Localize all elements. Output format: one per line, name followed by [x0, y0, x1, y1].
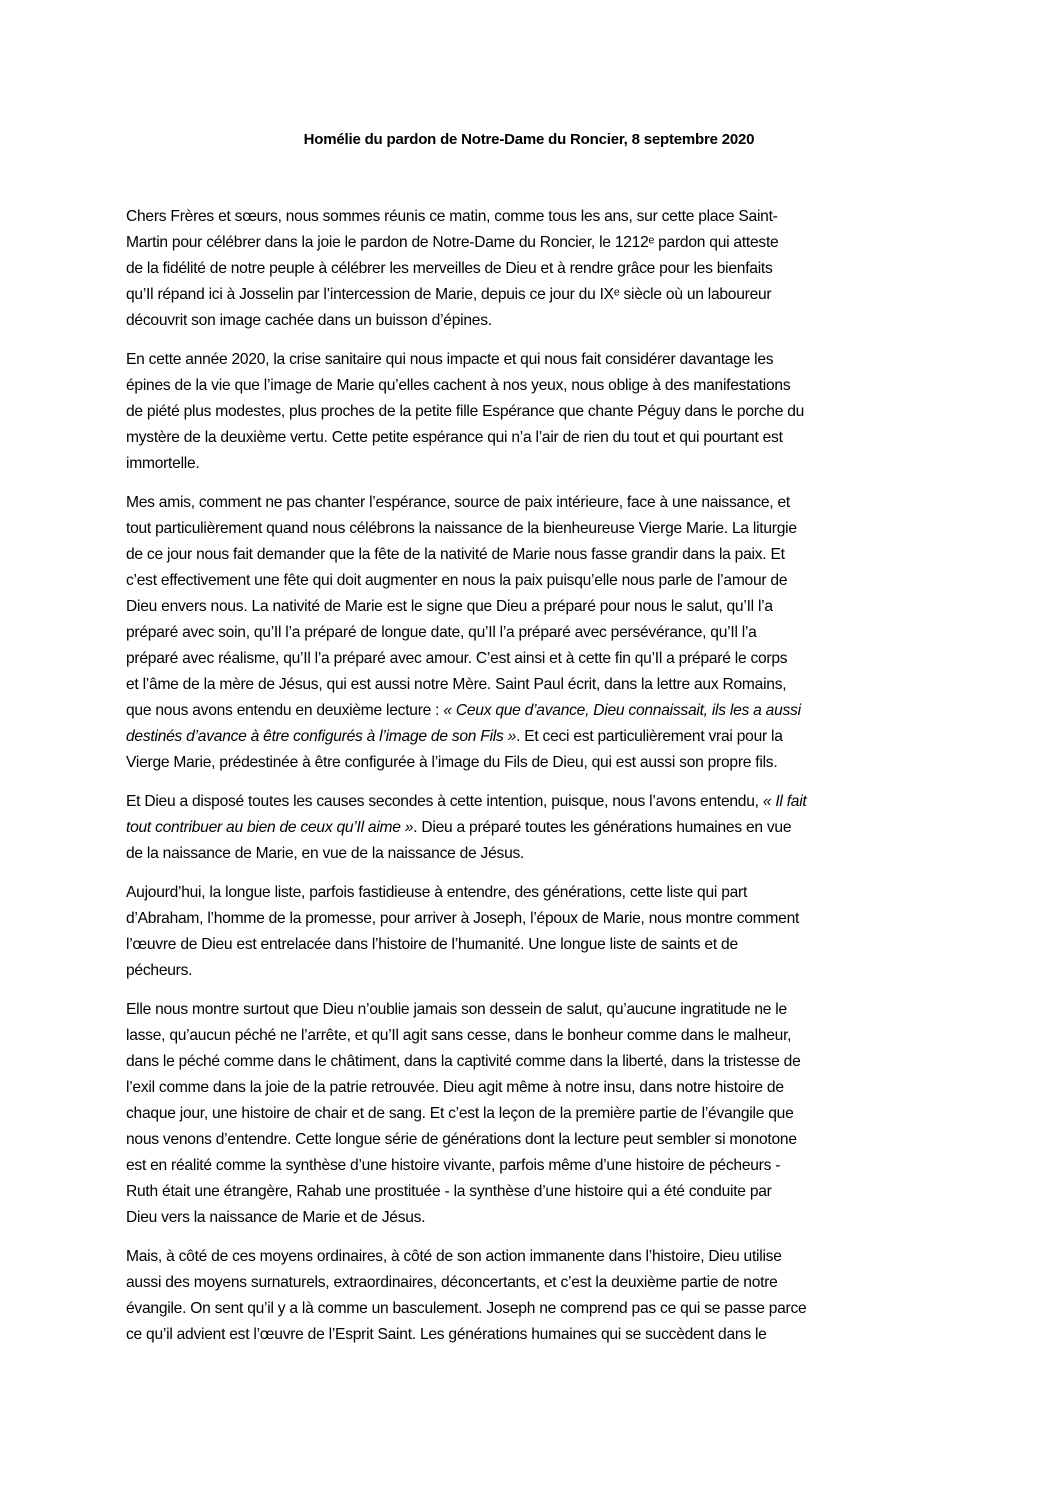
- text-plain: que nous avons entendu en deuxième lecture :: [126, 702, 444, 719]
- text-line: chaque jour, une histoire de chair et de sang. Et c’est la leçon de la première partie de l’évangile que: [126, 1105, 794, 1122]
- paragraph-5: [126, 880, 946, 984]
- text-line: de ce jour nous fait demander que la fête de la nativité de Marie nous fasse grandir dans la paix. Et: [126, 546, 785, 563]
- text-line: préparé avec soin, qu’Il l’a préparé de longue date, qu’Il l’a préparé avec persévérance, qu’Il l’a: [126, 624, 757, 641]
- text-line: est en réalité comme la synthèse d’une histoire vivante, parfois même d’une histoire de pécheurs -: [126, 1157, 781, 1174]
- quote-romans: « Ceux que d’avance, Dieu connaissait, ils les a aussi: [443, 702, 801, 719]
- text-line: [126, 815, 946, 841]
- text-line: Mes amis, comment ne pas chanter l’espérance, source de paix intérieure, face à une naissance, et: [126, 494, 790, 511]
- quote-contribute: « Il fait: [762, 793, 807, 810]
- text-line: Mais, à côté de ces moyens ordinaires, à côté de son action immanente dans l’histoire, Dieu utilise: [126, 1248, 782, 1265]
- paragraph-4: [126, 789, 946, 867]
- text-line: [126, 698, 946, 724]
- text-line: aussi des moyens surnaturels, extraordinaires, déconcertants, et c’est la deuxième partie de notre: [126, 1274, 778, 1291]
- document-title: Homélie du pardon de Notre-Dame du Roncier, 8 septembre 2020: [303, 131, 755, 148]
- text-line: En cette année 2020, la crise sanitaire qui nous impacte et qui nous fait considérer davantage les: [126, 351, 774, 368]
- text-line: Aujourd’hui, la longue liste, parfois fastidieuse à entendre, des générations, cette liste qui part: [126, 884, 748, 901]
- text-line: dans le péché comme dans le châtiment, dans la captivité comme dans la liberté, dans la tristesse de: [126, 1053, 801, 1070]
- quote-contribute-cont: tout contribuer au bien de ceux qu’Il aime »: [126, 819, 414, 836]
- text-line: Dieu envers nous. La nativité de Marie est le signe que Dieu a préparé pour nous le salut, qu’Il l’a: [126, 598, 773, 615]
- text-line: Ruth était une étrangère, Rahab une prostituée - la synthèse d’une histoire qui a été conduite par: [126, 1183, 772, 1200]
- text-plain: Et Dieu a disposé toutes les causes secondes à cette intention, puisque, nous l’avons entendu,: [126, 793, 763, 810]
- text-line: évangile. On sent qu’il y a là comme un basculement. Joseph ne comprend pas ce qui se passe parce: [126, 1300, 807, 1317]
- text-line: qu’Il répand ici à Josselin par l’intercession de Marie, depuis ce jour du IXᵉ siècle où un laboureur: [126, 286, 772, 303]
- text-line: pécheurs.: [126, 962, 193, 979]
- text-line: Dieu vers la naissance de Marie et de Jésus.: [126, 1209, 426, 1226]
- text-plain: . Et ceci est particulièrement vrai pour la: [516, 728, 783, 745]
- paragraph-3: [126, 490, 946, 776]
- text-line: l’œuvre de Dieu est entrelacée dans l’histoire de l’humanité. Une longue liste de saints et de: [126, 936, 738, 953]
- text-line: mystère de la deuxième vertu. Cette petite espérance qui n’a l’air de rien du tout et qui pourtant est: [126, 429, 783, 446]
- text-line: et l’âme de la mère de Jésus, qui est aussi notre Mère. Saint Paul écrit, dans la lettre aux Romains,: [126, 676, 787, 693]
- text-line: préparé avec réalisme, qu’Il l’a préparé avec amour. C’est ainsi et à cette fin qu’Il a préparé le corps: [126, 650, 788, 667]
- text-line: immortelle.: [126, 455, 200, 472]
- text-line: nous venons d’entendre. Cette longue série de générations dont la lecture peut sembler si monotone: [126, 1131, 797, 1148]
- text-line: Elle nous montre surtout que Dieu n’oublie jamais son dessein de salut, qu’aucune ingratitude ne le: [126, 1001, 787, 1018]
- text-line: de la naissance de Marie, en vue de la naissance de Jésus.: [126, 845, 525, 862]
- text-line: Martin pour célébrer dans la joie le pardon de Notre-Dame du Roncier, le 1212ᵉ pardon qui atteste: [126, 234, 779, 251]
- text-line: épines de la vie que l’image de Marie qu’elles cachent à nos yeux, nous oblige à des manifestations: [126, 377, 791, 394]
- text-line: d’Abraham, l’homme de la promesse, pour arriver à Joseph, l’époux de Marie, nous montre comment: [126, 910, 800, 927]
- paragraph-7: [126, 1244, 946, 1348]
- text-line: découvrit son image cachée dans un buisson d’épines.: [126, 312, 492, 329]
- document-body: [126, 204, 946, 1361]
- text-line: Chers Frères et sœurs, nous sommes réunis ce matin, comme tous les ans, sur cette place Saint-: [126, 208, 778, 225]
- text-line: de la fidélité de notre peuple à célébrer les merveilles de Dieu et à rendre grâce pour les bienfaits: [126, 260, 773, 277]
- text-line: lasse, qu’aucun péché ne l’arrête, et qu’Il agit sans cesse, dans le bonheur comme dans le malheur,: [126, 1027, 792, 1044]
- text-line: ce qu’il advient est l’œuvre de l’Esprit Saint. Les générations humaines qui se succèdent dans le: [126, 1326, 767, 1343]
- text-line: c’est effectivement une fête qui doit augmenter en nous la paix puisqu’elle nous parle de l’amour de: [126, 572, 788, 589]
- text-line: tout particulièrement quand nous célébrons la naissance de la bienheureuse Vierge Marie. La liturgie: [126, 520, 797, 537]
- quote-romans-cont: destinés d’avance à être configurés à l’image de son Fils »: [126, 728, 517, 745]
- paragraph-6: [126, 997, 946, 1231]
- text-line: l’exil comme dans la joie de la patrie retrouvée. Dieu agit même à notre insu, dans notre histoire de: [126, 1079, 784, 1096]
- paragraph-1: [126, 204, 946, 334]
- text-line: [126, 789, 946, 815]
- text-line: Vierge Marie, prédestinée à être configurée à l’image du Fils de Dieu, qui est aussi son propre fils.: [126, 754, 778, 771]
- text-line: [126, 724, 946, 750]
- text-line: de piété plus modestes, plus proches de la petite fille Espérance que chante Péguy dans le porche du: [126, 403, 805, 420]
- paragraph-2: [126, 347, 946, 477]
- text-plain: . Dieu a préparé toutes les générations humaines en vue: [413, 819, 792, 836]
